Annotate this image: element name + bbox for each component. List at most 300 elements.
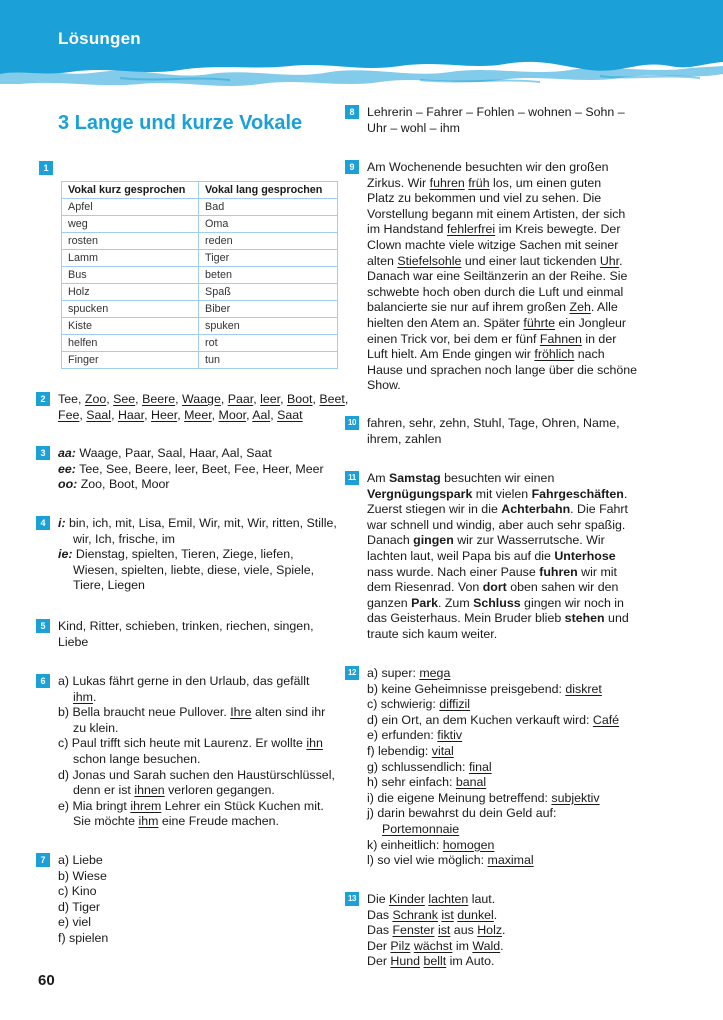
- text-segment: ,: [135, 392, 143, 406]
- text-segment: Sie möchte: [73, 814, 139, 829]
- text-segment: schwebte hoch oben durch die Luft und einmal: [367, 284, 624, 299]
- text-segment: a) super:: [367, 666, 420, 680]
- task-10: [347, 416, 620, 447]
- text-line: [58, 931, 108, 947]
- text-segment: c) Paul trifft sich heute mit Laurenz. Er wollte: [58, 736, 307, 751]
- text-segment: Beet: [319, 392, 345, 406]
- task-9: [349, 160, 638, 394]
- text-segment: Clown machte viele witzige Sachen mit seiner: [367, 237, 619, 252]
- text-segment: Das: [367, 907, 393, 922]
- text-segment: balancierte sie nur auf ihrem großen: [367, 300, 570, 315]
- text-line: [367, 207, 637, 223]
- text-segment: ist: [441, 907, 454, 922]
- text-line: [367, 176, 637, 192]
- text-line: [58, 462, 324, 478]
- text-segment: nass wurde. Nach einer Pause: [367, 564, 540, 579]
- text-segment: homogen: [442, 837, 495, 852]
- text-segment: e) Mia bringt: [58, 798, 131, 813]
- text-segment: ,: [177, 407, 185, 422]
- text-line: [367, 549, 629, 565]
- text-line: [367, 254, 637, 270]
- text-segment: ihn: [306, 736, 323, 751]
- column-header: Vokal lang gesprochen: [199, 182, 338, 199]
- text-line: [367, 682, 619, 698]
- text-segment: im Auto.: [446, 954, 495, 969]
- text-segment: .: [623, 486, 628, 501]
- text-segment: eine Freude machen.: [158, 814, 279, 829]
- text-line: [367, 347, 637, 363]
- text-segment: Meer: [184, 407, 212, 422]
- task-number: 13: [345, 892, 359, 906]
- text-segment: ihrem, zahlen: [367, 431, 442, 446]
- text-segment: c) schwierig:: [367, 697, 440, 712]
- text-segment: b) Wiese: [58, 868, 107, 883]
- text-line: [367, 160, 637, 176]
- table-cell: Apfel: [62, 199, 199, 216]
- text-segment: wächst: [413, 938, 453, 953]
- table-row: [62, 335, 338, 352]
- task-text: [58, 446, 324, 493]
- text-segment: f) lebendig:: [367, 743, 432, 758]
- page-number: 60: [38, 972, 55, 989]
- text-segment: dem Riesenrad. Von: [367, 580, 483, 595]
- task-2: [40, 392, 349, 423]
- text-line: [367, 332, 637, 348]
- table-row: [62, 233, 338, 250]
- text-line: [367, 806, 619, 822]
- table-row: [62, 301, 338, 318]
- text-segment: Kinder: [389, 892, 425, 906]
- task-text: [58, 516, 337, 594]
- table-cell: Lamm: [62, 250, 199, 267]
- text-segment: leer: [260, 392, 281, 406]
- text-line: [367, 713, 619, 729]
- text-line: [58, 915, 108, 931]
- text-line: [58, 392, 348, 408]
- table-row: [62, 352, 338, 369]
- task-5: [40, 619, 314, 650]
- text-segment: ,: [106, 392, 114, 406]
- text-segment: und: [604, 611, 629, 626]
- text-line: [367, 471, 629, 487]
- text-segment: ,: [220, 392, 228, 406]
- text-line: [367, 838, 619, 854]
- table-cell: Biber: [199, 301, 338, 318]
- text-segment: j) darin bewahrst du dein Geld auf:: [367, 806, 557, 821]
- text-segment: Lehrer ein Stück Kuchen mit.: [161, 798, 324, 813]
- text-segment: Heer: [151, 407, 178, 422]
- text-segment: Saat: [277, 407, 303, 422]
- text-segment: Zoo, Boot, Moor: [77, 477, 170, 492]
- text-segment: alten sind ihr: [251, 705, 326, 720]
- table-cell: Tiger: [199, 250, 338, 267]
- header-title: Lösungen: [58, 29, 141, 48]
- text-segment: Café: [592, 712, 620, 727]
- text-segment: vital: [431, 743, 454, 758]
- text-segment: Zuerst stiegen wir in die: [367, 502, 502, 517]
- task-text: [367, 160, 637, 394]
- text-segment: i:: [58, 516, 66, 530]
- table-row: [62, 318, 338, 335]
- task-text: [367, 666, 619, 869]
- table-cell: reden: [199, 233, 338, 250]
- table-row: [62, 250, 338, 267]
- table-header-row: [62, 182, 338, 199]
- text-line: [367, 853, 619, 869]
- text-line: [367, 923, 505, 939]
- text-segment: Luft hielt. Am Ende gingen wir: [367, 347, 535, 362]
- task-7: [40, 853, 109, 947]
- text-segment: Dienstag, spielten, Tieren, Ziege, liefen,: [72, 547, 294, 562]
- text-line: [367, 363, 637, 379]
- text-segment: diskret: [565, 681, 602, 696]
- text-segment: ,: [111, 407, 118, 422]
- table-cell: Finger: [62, 352, 199, 369]
- text-segment: zu klein.: [73, 720, 119, 735]
- text-line: [58, 814, 335, 830]
- text-segment: Samstag: [389, 471, 441, 485]
- table-row: [62, 267, 338, 284]
- task-number: 5: [36, 619, 50, 633]
- task-3: [40, 446, 324, 493]
- text-line: [367, 432, 620, 448]
- task-text: [367, 892, 505, 970]
- text-segment: Wald: [472, 938, 501, 953]
- text-segment: Fahnen: [539, 331, 582, 346]
- text-segment: mega: [419, 666, 451, 680]
- text-line: [367, 892, 505, 908]
- task-number: 6: [36, 674, 50, 688]
- text-segment: diffizil: [439, 697, 471, 712]
- text-segment: Am: [367, 471, 390, 485]
- text-line: [367, 596, 629, 612]
- text-segment: das Geisterhaus. Mein Bruder blieb: [367, 611, 565, 626]
- text-line: [367, 565, 629, 581]
- text-segment: hielten den Atem an. Später: [367, 315, 524, 330]
- text-segment: ,: [211, 407, 219, 422]
- text-segment: dunkel: [457, 907, 494, 922]
- text-segment: Aal: [252, 407, 271, 422]
- table-cell: beten: [199, 267, 338, 284]
- text-segment: Stiefelsohle: [397, 253, 462, 268]
- text-line: [367, 775, 619, 791]
- text-segment: Platz zu bekommen und viel zu sehen. Die: [367, 191, 602, 206]
- table-cell: Bus: [62, 267, 199, 284]
- text-segment: Zirkus. Wir: [367, 175, 430, 190]
- text-segment: wir zur Wasserrutsche. Wir: [453, 533, 605, 548]
- text-segment: c) Kino: [58, 884, 97, 899]
- text-line: [367, 285, 637, 301]
- text-segment: Liebe: [58, 634, 89, 649]
- text-segment: e) viel: [58, 915, 92, 930]
- text-segment: ,: [270, 407, 278, 422]
- text-segment: Uhr – wohl – ihm: [367, 120, 460, 135]
- text-segment: Der: [367, 938, 391, 953]
- text-segment: bellt: [423, 954, 447, 969]
- text-segment: besuchten wir einen: [440, 471, 555, 485]
- text-segment: oben sahen wir den: [506, 580, 619, 595]
- text-segment: .: [92, 689, 97, 704]
- task-text: [367, 105, 625, 136]
- text-segment: Haar: [117, 407, 145, 422]
- text-segment: aa:: [58, 446, 76, 460]
- task-11: [348, 471, 629, 643]
- text-segment: lachten laut, weil Papa bis auf die: [367, 548, 555, 563]
- text-line: [58, 799, 335, 815]
- text-line: [367, 697, 619, 713]
- text-segment: Ihre: [230, 705, 252, 720]
- text-segment: Fahrgeschäften: [531, 486, 624, 501]
- text-line: [367, 822, 619, 838]
- task-number: 10: [345, 416, 359, 430]
- text-segment: See: [113, 392, 136, 406]
- text-segment: ihm: [73, 689, 93, 704]
- text-line: [367, 791, 619, 807]
- text-line: [58, 477, 324, 493]
- text-segment: einen Trick vor, bei dem er fünf: [367, 331, 540, 346]
- text-segment: Zoo: [84, 392, 107, 406]
- text-segment: Das: [367, 923, 393, 938]
- text-line: [367, 487, 629, 503]
- text-segment: Waage, Paar, Saal, Haar, Aal, Saat: [75, 446, 272, 460]
- table-cell: Bad: [199, 199, 338, 216]
- text-segment: ,: [253, 392, 261, 406]
- text-segment: banal: [455, 775, 487, 790]
- text-line: [58, 408, 348, 424]
- text-line: [367, 939, 505, 955]
- task-number: 2: [36, 392, 50, 406]
- text-line: [58, 736, 335, 752]
- task-text: [58, 674, 335, 830]
- text-segment: fröhlich: [534, 347, 575, 362]
- text-segment: ,: [175, 392, 183, 406]
- text-segment: aus: [450, 923, 478, 938]
- text-segment: . Zum: [437, 595, 474, 610]
- table-row: [62, 216, 338, 233]
- text-segment: e) erfunden:: [367, 728, 438, 743]
- task-12: [347, 666, 620, 869]
- text-segment: Schluss: [473, 595, 521, 610]
- text-segment: Vergnügungspark: [367, 486, 473, 501]
- text-line: [367, 908, 505, 924]
- text-line: [58, 690, 335, 706]
- text-segment: a) Liebe: [58, 853, 103, 867]
- text-line: [58, 705, 335, 721]
- text-segment: ihnen: [134, 783, 165, 798]
- task-number: 1: [39, 161, 53, 175]
- text-line: [58, 900, 108, 916]
- text-segment: wir mit: [577, 564, 617, 579]
- text-segment: g) schlussendlich:: [367, 759, 469, 774]
- text-segment: Portemonnaie: [382, 821, 460, 836]
- text-segment: Danach war eine Seiltänzerin an der Reihe. Sie: [367, 269, 628, 284]
- column-header: Vokal kurz gesprochen: [62, 182, 199, 199]
- text-segment: f) spielen: [58, 930, 109, 945]
- text-line: [58, 853, 108, 869]
- text-line: [367, 666, 619, 682]
- text-line: [58, 752, 335, 768]
- text-segment: früh: [468, 175, 490, 190]
- text-segment: fiktiv: [437, 728, 463, 743]
- text-segment: h) sehr einfach:: [367, 775, 456, 790]
- text-segment: schon lange besuchen.: [73, 751, 201, 766]
- task-number: 9: [345, 160, 359, 174]
- text-line: [58, 869, 108, 885]
- task-number: 12: [345, 666, 359, 680]
- text-segment: Am Wochenende besuchten wir den großen: [367, 160, 609, 174]
- text-segment: Zeh: [569, 300, 591, 315]
- text-segment: lachten: [428, 892, 469, 906]
- table-cell: Spaß: [199, 284, 338, 301]
- task-4: [40, 516, 337, 594]
- text-line: [367, 580, 629, 596]
- task-6: [40, 674, 335, 830]
- task-13: [347, 892, 506, 970]
- text-segment: bin, ich, mit, Lisa, Emil, Wir, mit, Wir, ritten, Stille,: [65, 516, 337, 530]
- task-text: [58, 392, 348, 423]
- text-segment: Hund: [390, 954, 421, 969]
- text-line: [58, 619, 314, 635]
- text-segment: Kind, Ritter, schieben, trinken, riechen, singen,: [58, 619, 314, 633]
- text-segment: b) keine Geheimnisse preisgebend:: [367, 681, 566, 696]
- text-segment: d) ein Ort, an dem Kuchen verkauft wird:: [367, 712, 593, 727]
- task-text: [58, 853, 108, 947]
- text-segment: und einer laut tickenden: [461, 253, 600, 268]
- text-line: [58, 532, 337, 548]
- text-line: [58, 721, 335, 737]
- task-text: [367, 416, 620, 447]
- text-segment: nach: [574, 347, 605, 362]
- text-line: [367, 222, 637, 238]
- text-segment: maximal: [487, 853, 534, 868]
- text-segment: ganzen: [367, 595, 412, 610]
- text-segment: Fenster: [392, 923, 435, 938]
- text-line: [367, 121, 625, 137]
- text-segment: Pilz: [390, 938, 411, 953]
- text-segment: Saal: [86, 407, 112, 422]
- text-line: [367, 518, 629, 534]
- text-segment: Achterbahn: [501, 502, 571, 517]
- text-segment: fehlerfrei: [446, 222, 496, 237]
- table-cell: tun: [199, 352, 338, 369]
- text-segment: d) Jonas und Sarah suchen den Haustürschlüssel,: [58, 767, 335, 782]
- task-number: 4: [36, 516, 50, 530]
- text-line: [367, 760, 619, 776]
- text-segment: Fee: [58, 407, 80, 422]
- text-segment: Paar: [227, 392, 254, 406]
- text-segment: mit vielen: [472, 486, 532, 501]
- text-line: [367, 502, 629, 518]
- chapter-title: 3 Lange und kurze Vokale: [58, 112, 303, 134]
- table-row: [62, 284, 338, 301]
- text-line: [58, 674, 335, 690]
- text-segment: gingen: [413, 533, 454, 548]
- text-line: [58, 884, 108, 900]
- text-segment: führte: [523, 315, 556, 330]
- text-segment: gingen wir noch in: [520, 595, 624, 610]
- text-segment: dort: [482, 580, 507, 595]
- text-segment: Tiere, Liegen: [73, 578, 145, 593]
- text-segment: Schrank: [392, 907, 438, 922]
- text-segment: stehen: [564, 611, 605, 626]
- text-segment: .: [500, 938, 504, 953]
- text-segment: ist: [437, 923, 451, 938]
- text-segment: Moor: [218, 407, 247, 422]
- text-line: [367, 269, 637, 285]
- text-segment: verloren gegangen.: [164, 783, 275, 798]
- text-line: [367, 416, 620, 432]
- text-segment: Waage: [182, 392, 221, 406]
- text-segment: war schnell und windig, aber auch sehr spaßig.: [367, 517, 626, 532]
- text-segment: a) Lukas fährt gerne in den Urlaub, das gefällt: [58, 674, 310, 688]
- text-line: [58, 446, 324, 462]
- text-line: [367, 744, 619, 760]
- table-cell: spucken: [62, 301, 199, 318]
- text-segment: ,: [312, 392, 320, 406]
- text-segment: ,: [79, 407, 87, 422]
- text-line: [58, 578, 337, 594]
- text-segment: ihm: [138, 814, 159, 829]
- text-segment: fahren, sehr, zehn, Stuhl, Tage, Ohren, Name,: [367, 416, 620, 430]
- text-line: [367, 954, 505, 970]
- text-segment: ,: [280, 392, 287, 406]
- text-segment: oo:: [58, 477, 78, 492]
- text-segment: los, um einen guten: [489, 175, 602, 190]
- text-segment: ,: [246, 407, 253, 422]
- text-segment: traute sich kaum weiter.: [367, 626, 498, 641]
- task-8: [349, 105, 625, 136]
- text-segment: Danach: [367, 533, 414, 548]
- text-segment: ,: [344, 392, 349, 406]
- text-line: [367, 728, 619, 744]
- task-number: 11: [345, 471, 359, 485]
- text-segment: l) so viel wie möglich:: [367, 853, 488, 868]
- text-line: [367, 533, 629, 549]
- text-segment: im Handstand: [367, 222, 447, 237]
- text-segment: alten: [367, 253, 398, 268]
- text-line: [367, 238, 637, 254]
- text-segment: ihrem: [130, 798, 162, 813]
- text-segment: ein Jongleur: [555, 315, 627, 330]
- text-segment: subjektiv: [551, 790, 600, 805]
- text-segment: in der: [581, 331, 617, 346]
- text-segment: im: [452, 938, 473, 953]
- text-line: [58, 768, 335, 784]
- text-segment: b) Bella braucht neue Pullover.: [58, 705, 231, 720]
- text-segment: ie:: [58, 547, 73, 562]
- task-number: 8: [345, 105, 359, 119]
- text-segment: Boot: [287, 392, 313, 406]
- text-segment: Unterhose: [554, 548, 616, 563]
- text-line: [367, 191, 637, 207]
- task-number: 3: [36, 446, 50, 460]
- text-segment: final: [468, 759, 492, 774]
- text-segment: Hause und sprachen noch lange über die schöne: [367, 362, 638, 377]
- text-line: [367, 378, 637, 394]
- text-line: [367, 300, 637, 316]
- text-line: [367, 105, 625, 121]
- table-cell: weg: [62, 216, 199, 233]
- text-segment: Uhr: [599, 253, 620, 268]
- task-text: [58, 619, 314, 650]
- text-line: [58, 635, 314, 651]
- table-cell: Holz: [62, 284, 199, 301]
- text-line: [367, 611, 629, 627]
- table-cell: Oma: [199, 216, 338, 233]
- text-segment: Beere: [142, 392, 176, 406]
- text-segment: .: [619, 253, 623, 268]
- text-segment: Tee,: [58, 392, 85, 406]
